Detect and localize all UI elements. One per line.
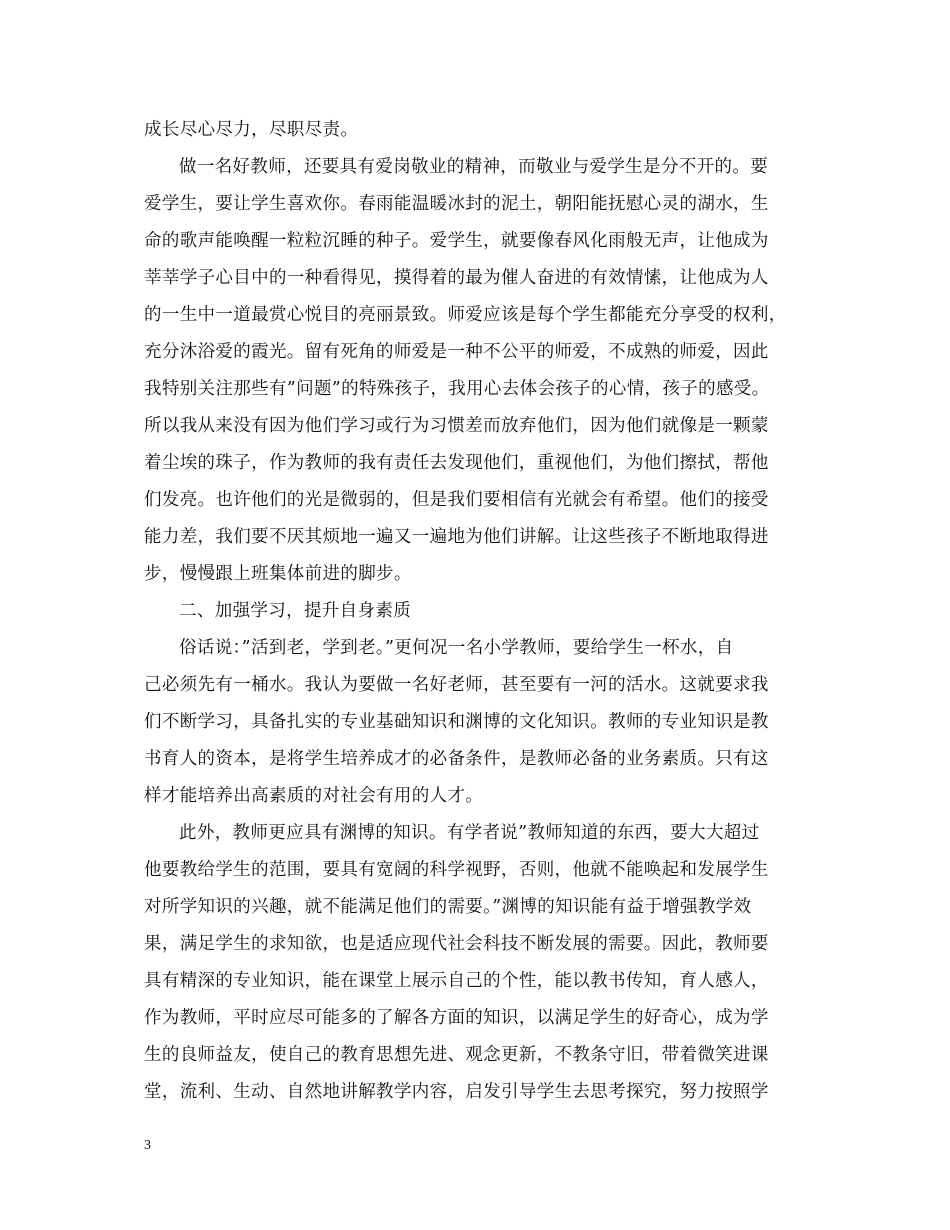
text-line: 步，慢慢跟上班集体前进的脚步。 bbox=[144, 564, 412, 584]
text-line: 我特别关注那些有”问题”的特殊孩子，我用心去体会孩子的心情，孩子的感受。 bbox=[144, 379, 770, 399]
text-line: 堂，流利、生动、自然地讲解教学内容，启发引导学生去思考探究，努力按照学 bbox=[144, 1082, 769, 1102]
text-line: 成长尽心尽力，尽职尽责。 bbox=[144, 120, 359, 140]
text-line: 果，满足学生的求知欲，也是适应现代社会科技不断发展的需要。因此，教师要 bbox=[144, 934, 769, 954]
text-line: 己必须先有一桶水。我认为要做一名好老师，甚至要有一河的活水。这就要求我 bbox=[144, 675, 769, 695]
text-line: 二、加强学习，提升自身素质 bbox=[179, 601, 412, 621]
text-line: 样才能培养出高素质的对社会有用的人才。 bbox=[144, 786, 484, 806]
text-line: 作为教师，平时应尽可能多的了解各方面的知识，以满足学生的好奇心，成为学 bbox=[144, 1008, 769, 1028]
text-line: 着尘埃的珠子，作为教师的我有责任去发现他们，重视他们，为他们擦拭，帮他 bbox=[144, 453, 769, 473]
text-line: 书育人的资本，是将学生培养成才的必备条件，是教师必备的业务素质。只有这 bbox=[144, 749, 769, 769]
text-line: 命的歌声能唤醒一粒粒沉睡的种子。爱学生，就要像春风化雨般无声，让他成为 bbox=[144, 231, 769, 251]
text-line: 莘莘学子心目中的一种看得见，摸得着的最为催人奋进的有效情愫，让他成为人 bbox=[144, 268, 769, 288]
text-line: 爱学生，要让学生喜欢你。春雨能温暖冰封的泥土，朝阳能抚慰心灵的湖水，生 bbox=[144, 194, 769, 214]
text-line: 所以我从来没有因为他们学习或行为习惯差而放弃他们，因为他们就像是一颗蒙 bbox=[144, 416, 769, 436]
text-line: 此外，教师更应具有渊博的知识。有学者说”教师知道的东西，要大大超过 bbox=[179, 823, 760, 843]
text-line: 对所学知识的兴趣，就不能满足他们的需要。”渊博的知识能有益于增强教学效 bbox=[144, 897, 752, 917]
text-line: 俗话说：”活到老，学到老。”更何况一名小学教师，要给学生一杯水，自 bbox=[179, 638, 734, 658]
text-line: 他要教给学生的范围，要具有宽阔的科学视野，否则，他就不能唤起和发展学生 bbox=[144, 860, 769, 880]
page-body bbox=[144, 112, 806, 1111]
text-line: 的一生中一道最赏心悦目的亮丽景致。师爱应该是每个学生都能充分享受的权利， bbox=[144, 305, 787, 325]
text-line: 充分沐浴爱的霞光。留有死角的师爱是一种不公平的师爱，不成熟的师爱，因此 bbox=[144, 342, 769, 362]
text-line: 生的良师益友，使自己的教育思想先进、观念更新，不教条守旧，带着微笑进课 bbox=[144, 1045, 769, 1065]
page-number: 3 bbox=[144, 1138, 151, 1153]
text-line: 能力差，我们要不厌其烦地一遍又一遍地为他们讲解。让这些孩子不断地取得进 bbox=[144, 527, 769, 547]
text-line: 们发亮。也许他们的光是微弱的，但是我们要相信有光就会有希望。他们的接受 bbox=[144, 490, 769, 510]
text-line: 做一名好教师，还要具有爱岗敬业的精神，而敬业与爱学生是分不开的。要 bbox=[179, 157, 769, 177]
text-line: 具有精深的专业知识，能在课堂上展示自己的个性，能以教书传知，育人感人， bbox=[144, 971, 769, 991]
text-line: 们不断学习，具备扎实的专业基础知识和渊博的文化知识。教师的专业知识是教 bbox=[144, 712, 769, 732]
